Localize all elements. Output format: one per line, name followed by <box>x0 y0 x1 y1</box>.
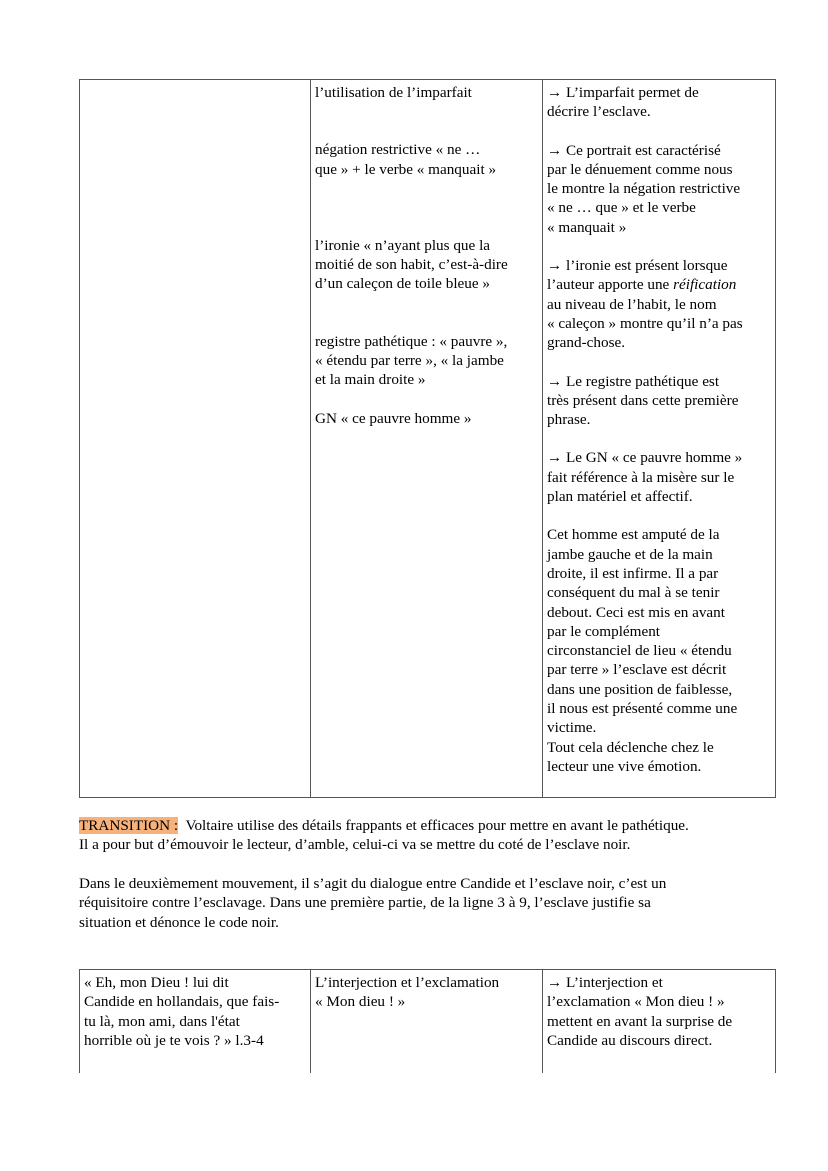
interpretation-pathetique: → Le registre pathétique est très présent dans cette première phrase. <box>547 372 739 429</box>
interpretation-cell: → L’interjection et l’exclamation « Mon dieu ! » mettent en avant la surprise de Candide au discours direct. <box>543 970 776 1074</box>
procede-cell: L’interjection et l’exclamation « Mon dieu ! » <box>311 970 543 1074</box>
citation-cell-empty <box>80 80 311 798</box>
analysis-table-1 <box>79 79 776 798</box>
procede-gn: GN « ce pauvre homme » <box>315 409 472 427</box>
procede-negation: négation restrictive « ne … que » + le verbe « manquait » <box>315 141 497 178</box>
interpretation-imparfait: → L’imparfait permet de décrire l’esclave. <box>547 84 699 121</box>
interpretation-negation: → Ce portrait est caractérisé par le dénuement comme nous le montre la négation restrictive « ne … que » et le verbe « manquait » <box>547 141 741 236</box>
procede-cell <box>311 80 543 798</box>
transition-paragraph: TRANSITION : Voltaire utilise des détails frappants et efficaces pour mettre en avant le pathétique. Il a pour but d’émouvoir le lecteur, d’amble, celui-ci va se mettre du coté de l’esclave noir. <box>79 817 689 854</box>
procede-imparfait: l’utilisation de l’imparfait <box>315 84 472 101</box>
analysis-table-2 <box>79 969 776 1073</box>
interpretation-gn: → Le GN « ce pauvre homme » fait référence à la misère sur le plan matériel et affectif. <box>547 449 743 506</box>
citation-cell: « Eh, mon Dieu ! lui dit Candide en hollandais, que fais- tu là, mon ami, dans l'état horrible où je te vois ? » l.3-4 <box>80 970 311 1074</box>
interpretation-cell <box>543 80 776 798</box>
conclusion-paragraph: Cet homme est amputé de la jambe gauche et de la main droite, il est infirme. Il a par conséquent du mal à se tenir debout. Ceci est mis en avant par le complément circonstanciel de lieu « étendu par terre » l’esclave est décrit dans une position de faiblesse, il nous est présenté comme une victime. Tout cela déclenche chez le lecteur une vive émotion. <box>547 526 738 775</box>
procede-ironie: l’ironie « n’ayant plus que la moitié de son habit, c’est-à-dire d’un caleçon de toile bleue » <box>315 236 508 293</box>
second-movement-paragraph: Dans le deuxièmement mouvement, il s’agit du dialogue entre Candide et l’esclave noir, c’est un réquisitoire contre l’esclavage. Dans une première partie, de la ligne 3 à 9, l’esclave justifie sa situation et dénonce le code noir. <box>79 875 667 931</box>
interpretation-ironie: → l’ironie est présent lorsque l’auteur apporte une réification au niveau de l’habit, le nom « caleçon » montre qu’il n’a pas grand-chose. <box>547 257 743 352</box>
procede-pathetique: registre pathétique : « pauvre », « étendu par terre », « la jambe et la main droite » <box>315 332 508 389</box>
transition-label: TRANSITION : <box>79 817 179 834</box>
emphasis-reification: réification <box>673 276 737 294</box>
